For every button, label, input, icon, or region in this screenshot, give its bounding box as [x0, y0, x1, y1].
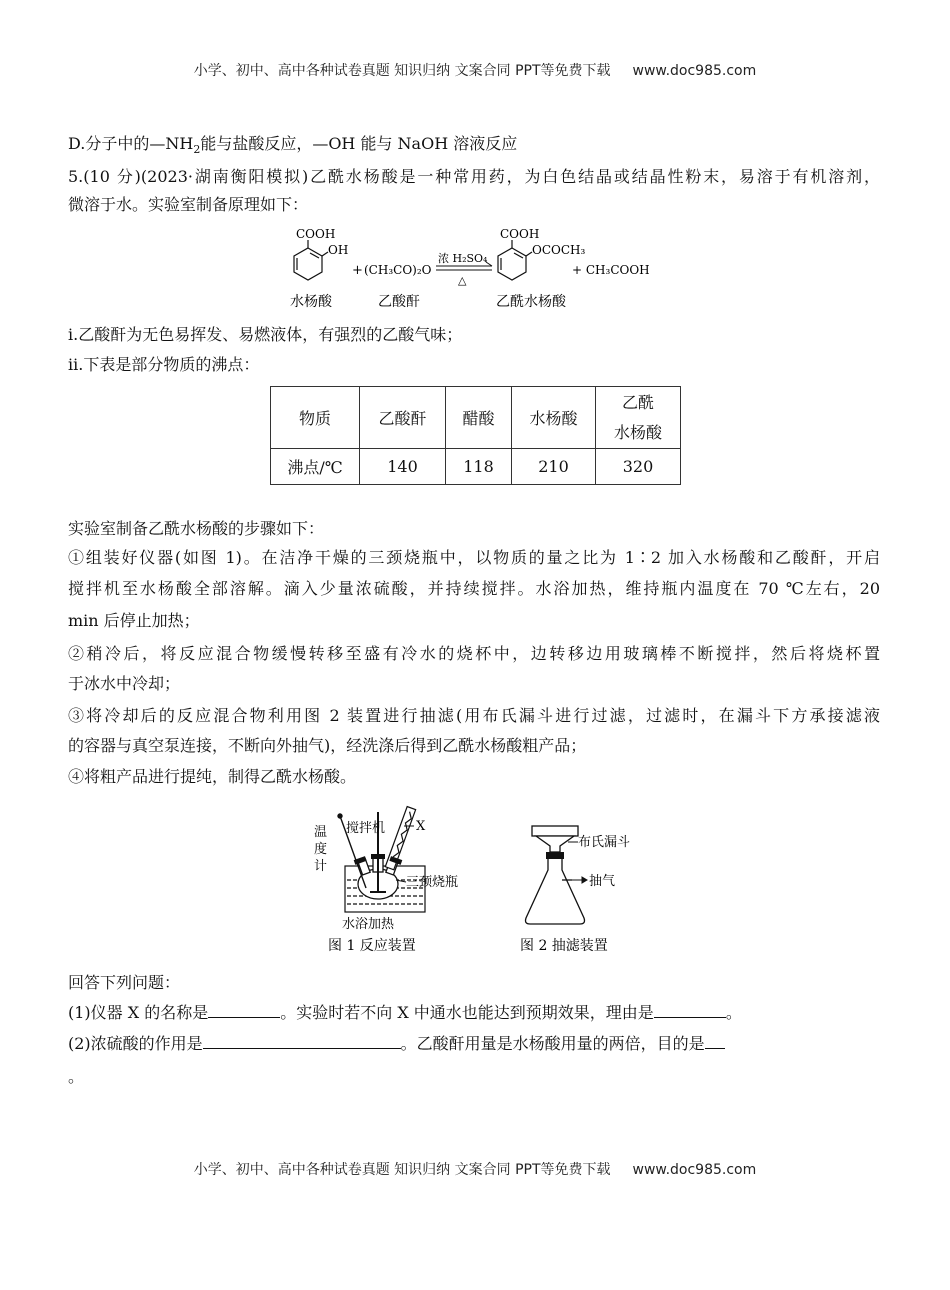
question-2	[68, 1030, 725, 1057]
reaction-scheme	[280, 222, 680, 314]
header-url: www.doc985.com	[632, 63, 757, 79]
figure-2-caption: 图 2 抽滤装置	[520, 938, 608, 954]
step1-line3: min 后停止加热；	[68, 611, 200, 630]
q2-answer-blank-1[interactable]	[203, 1030, 401, 1049]
thermometer-char-1: 温	[314, 825, 328, 840]
acetic-anhydride: (CH₃CO)₂O	[364, 263, 432, 277]
table-cell: 210	[512, 449, 596, 485]
q2-answer-blank-2[interactable]	[705, 1030, 725, 1049]
option-d-sub: 2	[193, 143, 201, 157]
condenser-label: X	[416, 819, 426, 834]
salicylic-cooh: COOH	[296, 227, 336, 241]
q1-answer-blank-2[interactable]	[654, 999, 726, 1018]
table-header-substance: 物质	[271, 387, 360, 449]
aspirin-structure	[498, 240, 532, 280]
table-cell: 水杨酸	[512, 387, 596, 449]
aspirin-cooh: COOH	[500, 227, 540, 241]
thermometer-char-3: 计	[314, 859, 328, 874]
table-header-bp: 沸点/℃	[271, 449, 360, 485]
option-d-suffix: 能与盐酸反应，—OH 能与 NaOH 溶液反应	[200, 134, 518, 153]
q2-text-a: (2)浓硫酸的作用是	[68, 1034, 203, 1053]
table-cell-line: 乙酰	[621, 392, 654, 412]
suction-arrow	[572, 877, 587, 883]
step2-line2: 于冰水中冷却；	[68, 674, 181, 693]
header-text: 小学、初中、高中各种试卷真题 知识归纳 文案合同 PPT等免费下载	[193, 63, 611, 79]
acetic-acid-product: + CH₃COOH	[572, 263, 650, 277]
table-cell: 118	[446, 449, 512, 485]
reaction-plus: +	[352, 263, 363, 278]
table-cell: 乙酸酐	[360, 387, 446, 449]
thermometer-char-2: 度	[314, 842, 328, 857]
figure-1-reaction-apparatus	[300, 796, 480, 958]
answer-intro: 回答下列问题：	[68, 973, 181, 992]
q5-intro-line1: 5.(10 分)(2023·湖南衡阳模拟)乙酰水杨酸是一种常用药，为白色结晶或结晶性粉末，易溶于有机溶剂，	[68, 167, 880, 186]
page-header	[0, 60, 950, 80]
filter-flask	[526, 859, 585, 924]
step4: ④将粗产品进行提纯，制得乙酰水杨酸。	[68, 767, 357, 786]
option-d	[68, 131, 517, 163]
figure-1-caption: 图 1 反应装置	[328, 938, 416, 954]
table-cell: 320	[596, 449, 681, 485]
figure-2-suction-filtration	[510, 822, 660, 958]
label-salicylic: 水杨酸	[290, 294, 332, 310]
aspirin-ococh3: OCOCH₃	[532, 243, 586, 257]
buchner-funnel	[532, 826, 578, 852]
question-2-end: 。	[68, 1067, 85, 1086]
footer-url: www.doc985.com	[632, 1162, 757, 1178]
funnel-label: 布氏漏斗	[578, 835, 631, 850]
steps-intro: 实验室制备乙酰水杨酸的步骤如下：	[68, 519, 325, 538]
thermometer-label	[314, 825, 327, 874]
step1-line1: ①组装好仪器(如图 1)。在洁净干燥的三颈烧瓶中，以物质的量之比为 1∶2 加入水杨酸和乙酸酐，开启	[68, 548, 880, 567]
footer-text: 小学、初中、高中各种试卷真题 知识归纳 文案合同 PPT等免费下载	[193, 1162, 611, 1178]
q1-text-a: (1)仪器 X 的名称是	[68, 1003, 209, 1022]
step3-line2: 的容器与真空泵连接，不断向外抽气)，经洗涤后得到乙酰水杨酸粗产品；	[68, 736, 587, 755]
table-cell-line: 水杨酸	[613, 422, 662, 442]
table-cell: 140	[360, 449, 446, 485]
question-1	[68, 999, 742, 1026]
note-i: ⅰ.乙酸酐为无色易挥发、易燃液体，有强烈的乙酸气味；	[68, 325, 463, 344]
boiling-point-table	[270, 386, 681, 485]
funnel-stopper	[546, 852, 564, 859]
label-anhydride: 乙酸酐	[378, 294, 420, 310]
flask-label: 三颈烧瓶	[406, 875, 459, 890]
table-row	[271, 449, 681, 485]
step3-line1: ③将冷却后的反应混合物利用图 2 装置进行抽滤(用布氏漏斗进行过滤，过滤时，在漏斗下方承接滤液	[68, 706, 880, 725]
q1-answer-blank-1[interactable]	[208, 999, 280, 1018]
q5-intro-line2: 微溶于水。实验室制备原理如下：	[68, 195, 309, 214]
step2-line1: ②稍冷后，将反应混合物缓慢转移至盛有冷水的烧杯中，边转移边用玻璃棒不断搅拌，然后将烧杯置	[68, 644, 880, 663]
q2-text-b: 。乙酸酐用量是水杨酸用量的两倍，目的是	[400, 1034, 705, 1053]
q1-text-b: 。实验时若不向 X 中通水也能达到预期效果，理由是	[280, 1003, 654, 1022]
salicylic-acid-structure	[294, 240, 328, 280]
table-row	[271, 387, 681, 449]
stirrer-label: 搅拌机	[346, 821, 386, 836]
label-aspirin: 乙酰水杨酸	[496, 294, 566, 310]
bath-label: 水浴加热	[342, 917, 395, 932]
table-cell: 醋酸	[446, 387, 512, 449]
catalyst-label: 浓 H₂SO₄	[438, 252, 488, 265]
salicylic-oh: OH	[328, 243, 349, 257]
table-cell	[596, 387, 681, 449]
page-footer	[0, 1159, 950, 1179]
option-d-prefix: D.分子中的—NH	[68, 134, 194, 153]
step1-line2: 搅拌机至水杨酸全部溶解。滴入少量浓硫酸，并持续搅拌。水浴加热，维持瓶内温度在 70 ℃左右，20	[68, 579, 880, 598]
note-ii: ⅱ.下表是部分物质的沸点：	[68, 355, 260, 374]
q1-text-c: 。	[725, 1003, 742, 1022]
heat-symbol: △	[458, 274, 467, 287]
suction-label: 抽气	[589, 874, 616, 889]
